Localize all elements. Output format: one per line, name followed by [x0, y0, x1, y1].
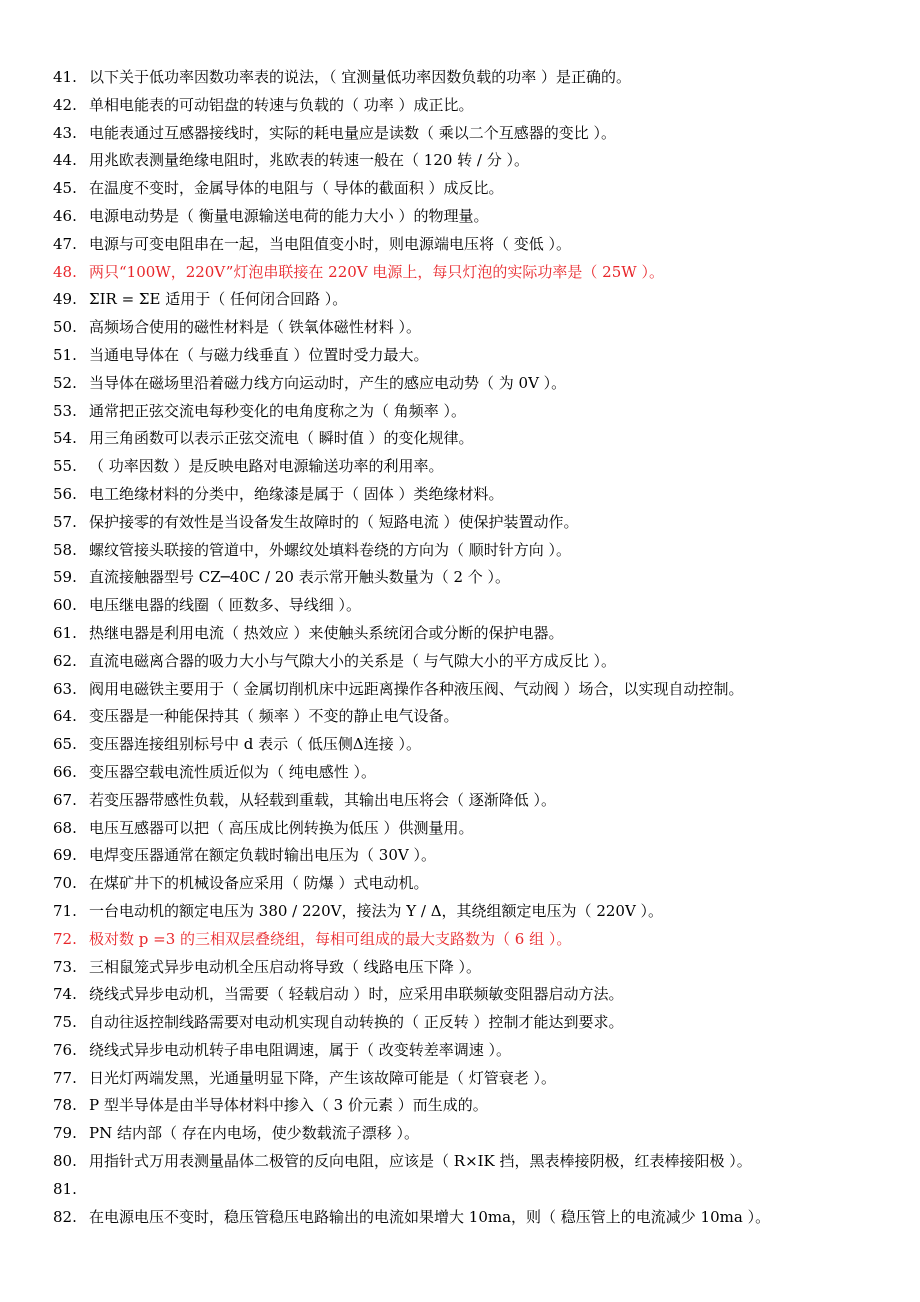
question-number: 53.	[53, 401, 77, 420]
question-text: 在温度不变时，金属导体的电阻与（ 导体的截面积 ）成反比。	[89, 179, 504, 198]
question-item	[53, 286, 913, 314]
question-text: 螺纹管接头联接的管道中，外螺纹处填料卷绕的方向为（ 顺时针方向 ）。	[89, 540, 572, 559]
question-number: 48.	[53, 262, 77, 281]
question-item	[53, 815, 913, 843]
question-text: 在电源电压不变时，稳压管稳压电路输出的电流如果增大 10ma，则（ 稳压管上的电流减少 10ma ）。	[89, 1207, 771, 1226]
question-number: 72.	[53, 929, 77, 948]
question-item	[53, 481, 913, 509]
question-text: 极对数 p =3 的三相双层叠绕组，每相可组成的最大支路数为（ 6 组 ）。	[89, 929, 572, 948]
question-item	[53, 842, 913, 870]
question-number: 56.	[53, 484, 77, 503]
question-number: 63.	[53, 679, 77, 698]
question-number: 76.	[53, 1040, 77, 1059]
question-item	[53, 787, 913, 815]
question-number: 43.	[53, 123, 77, 142]
question-item	[53, 1009, 913, 1037]
question-text: 当通电导体在（ 与磁力线垂直 ）位置时受力最大。	[89, 345, 429, 364]
question-number: 58.	[53, 540, 77, 559]
question-number: 52.	[53, 373, 77, 392]
question-item	[53, 398, 913, 426]
question-text: 直流接触器型号 CZ─40C / 20 表示常开触头数量为（ 2 个 ）。	[89, 568, 511, 587]
question-number: 79.	[53, 1124, 77, 1143]
question-item	[53, 1204, 913, 1232]
question-number: 81.	[53, 1179, 77, 1198]
question-number: 41.	[53, 68, 77, 86]
question-text: 电工绝缘材料的分类中，绝缘漆是属于（ 固体 ）类绝缘材料。	[89, 484, 504, 503]
question-text: ΣIR = ΣE 适用于（ 任何闭合回路 ）。	[89, 290, 348, 309]
question-number: 82.	[53, 1207, 77, 1226]
question-item	[53, 120, 913, 148]
question-item	[53, 870, 913, 898]
question-number: 51.	[53, 345, 77, 364]
question-item	[53, 203, 913, 231]
question-number: 60.	[53, 596, 77, 615]
question-text: 自动往返控制线路需要对电动机实现自动转换的（ 正反转 ）控制才能达到要求。	[89, 1013, 624, 1032]
question-item	[53, 147, 913, 175]
question-text: 电能表通过互感器接线时，实际的耗电量应是读数（ 乘以二个互感器的变比 ）。	[89, 123, 617, 142]
question-item	[53, 1148, 913, 1176]
question-number: 50.	[53, 318, 77, 337]
question-text: 阀用电磁铁主要用于（ 金属切削机床中远距离操作各种液压阀、气动阀 ）场合，以实现自动控制。	[89, 679, 744, 698]
question-number: 73.	[53, 957, 77, 976]
question-number: 77.	[53, 1068, 77, 1087]
question-number: 61.	[53, 623, 77, 642]
question-item	[53, 314, 913, 342]
question-number: 59.	[53, 568, 77, 587]
question-number: 67.	[53, 790, 77, 809]
question-text: 电源电动势是（ 衡量电源输送电荷的能力大小 ）的物理量。	[89, 206, 489, 225]
question-text: 变压器连接组别标号中 d 表示（ 低压侧Δ连接 ）。	[89, 735, 422, 754]
question-item	[53, 453, 913, 481]
question-text: 单相电能表的可动铝盘的转速与负载的（ 功率 ）成正比。	[89, 95, 474, 114]
question-text: 用指针式万用表测量晶体二极管的反向电阻，应该是（ R×IK 挡，黑表棒接阴极，红表棒接阳极 ）。	[89, 1152, 752, 1171]
question-item	[53, 1120, 913, 1148]
question-number: 65.	[53, 735, 77, 754]
question-number: 69.	[53, 846, 77, 865]
question-text: 绕线式异步电动机，当需要（ 轻载启动 ）时，应采用串联频敏变阻器启动方法。	[89, 985, 624, 1004]
question-text: 电压继电器的线圈（ 匝数多、导线细 ）。	[89, 596, 362, 615]
question-text: 绕线式异步电动机转子串电阻调速，属于（ 改变转差率调速 ）。	[89, 1040, 512, 1059]
question-item	[53, 564, 913, 592]
question-text: 在煤矿井下的机械设备应采用（ 防爆 ）式电动机。	[89, 874, 429, 893]
question-number: 78.	[53, 1096, 77, 1115]
question-item	[53, 592, 913, 620]
question-item	[53, 425, 913, 453]
question-number: 68.	[53, 818, 77, 837]
question-item	[53, 1037, 913, 1065]
question-number: 44.	[53, 151, 77, 170]
question-text: 直流电磁离合器的吸力大小与气隙大小的关系是（ 与气隙大小的平方成反比 ）。	[89, 651, 617, 670]
question-item	[53, 231, 913, 259]
question-text: 热继电器是利用电流（ 热效应 ）来使触头系统闭合或分断的保护电器。	[89, 623, 564, 642]
question-item	[53, 92, 913, 120]
question-item	[53, 537, 913, 565]
question-text: 当导体在磁场里沿着磁力线方向运动时，产生的感应电动势（ 为 0V ）。	[89, 373, 567, 392]
question-item	[53, 1176, 913, 1204]
question-item	[53, 759, 913, 787]
question-item	[53, 898, 913, 926]
question-number: 57.	[53, 512, 77, 531]
question-item	[53, 64, 913, 92]
question-item	[53, 981, 913, 1009]
question-item	[53, 926, 913, 954]
question-text: 一台电动机的额定电压为 380 / 220V，接法为 Y / Δ，其绕组额定电压为（ 220V ）。	[89, 901, 664, 920]
question-item	[53, 648, 913, 676]
question-text: 日光灯两端发黑，光通量明显下降，产生该故障可能是（ 灯管衰老 ）。	[89, 1068, 557, 1087]
question-text: （ 功率因数 ）是反映电路对电源输送功率的利用率。	[89, 457, 444, 476]
question-number: 66.	[53, 762, 77, 781]
question-number: 70.	[53, 874, 77, 893]
question-item	[53, 509, 913, 537]
question-text: 电焊变压器通常在额定负载时输出电压为（ 30V ）。	[89, 846, 436, 865]
question-number: 55.	[53, 457, 77, 476]
question-number: 47.	[53, 234, 77, 253]
question-text: 变压器是一种能保持其（ 频率 ）不变的静止电气设备。	[89, 707, 459, 726]
question-text: P 型半导体是由半导体材料中掺入（ 3 价元素 ）而生成的。	[89, 1096, 488, 1115]
question-text: 两只“100W，220V”灯泡串联接在 220V 电源上，每只灯泡的实际功率是（ 25W ）。	[89, 262, 664, 281]
question-text: 电压互感器可以把（ 高压成比例转换为低压 ）供测量用。	[89, 818, 474, 837]
question-text: 变压器空载电流性质近似为（ 纯电感性 ）。	[89, 762, 377, 781]
question-item	[53, 620, 913, 648]
question-item	[53, 676, 913, 704]
question-number: 42.	[53, 95, 77, 114]
question-number: 54.	[53, 429, 77, 448]
question-text: 电源与可变电阻串在一起，当电阻值变小时，则电源端电压将（ 变低 ）。	[89, 234, 572, 253]
question-text: 保护接零的有效性是当设备发生故障时的（ 短路电流 ）使保护装置动作。	[89, 512, 579, 531]
question-item	[53, 1092, 913, 1120]
question-text: 用三角函数可以表示正弦交流电（ 瞬时值 ）的变化规律。	[89, 429, 474, 448]
question-list	[53, 64, 913, 1231]
question-item	[53, 342, 913, 370]
question-text: 若变压器带感性负载，从轻载到重载，其输出电压将会（ 逐渐降低 ）。	[89, 790, 557, 809]
question-item	[53, 259, 913, 287]
question-text: 通常把正弦交流电每秒变化的电角度称之为（ 角频率 ）。	[89, 401, 467, 420]
question-text: PN 结内部（ 存在内电场，使少数载流子漂移 ）。	[89, 1124, 420, 1143]
question-item	[53, 731, 913, 759]
question-text: 以下关于低功率因数功率表的说法，（ 宜测量低功率因数负载的功率 ）是正确的。	[89, 68, 632, 86]
question-item	[53, 954, 913, 982]
question-number: 62.	[53, 651, 77, 670]
question-number: 75.	[53, 1013, 77, 1032]
question-text: 用兆欧表测量绝缘电阻时，兆欧表的转速一般在（ 120 转 / 分 ）。	[89, 151, 530, 170]
question-text: 三相鼠笼式异步电动机全压启动将导致（ 线路电压下降 ）。	[89, 957, 482, 976]
question-number: 46.	[53, 206, 77, 225]
question-text: 高频场合使用的磁性材料是（ 铁氧体磁性材料 ）。	[89, 318, 422, 337]
question-number: 45.	[53, 179, 77, 198]
question-item	[53, 1065, 913, 1093]
question-number: 71.	[53, 901, 77, 920]
question-item	[53, 703, 913, 731]
question-item	[53, 370, 913, 398]
question-item	[53, 175, 913, 203]
question-number: 80.	[53, 1152, 77, 1171]
question-number: 74.	[53, 985, 77, 1004]
question-number: 64.	[53, 707, 77, 726]
question-number: 49.	[53, 290, 77, 309]
